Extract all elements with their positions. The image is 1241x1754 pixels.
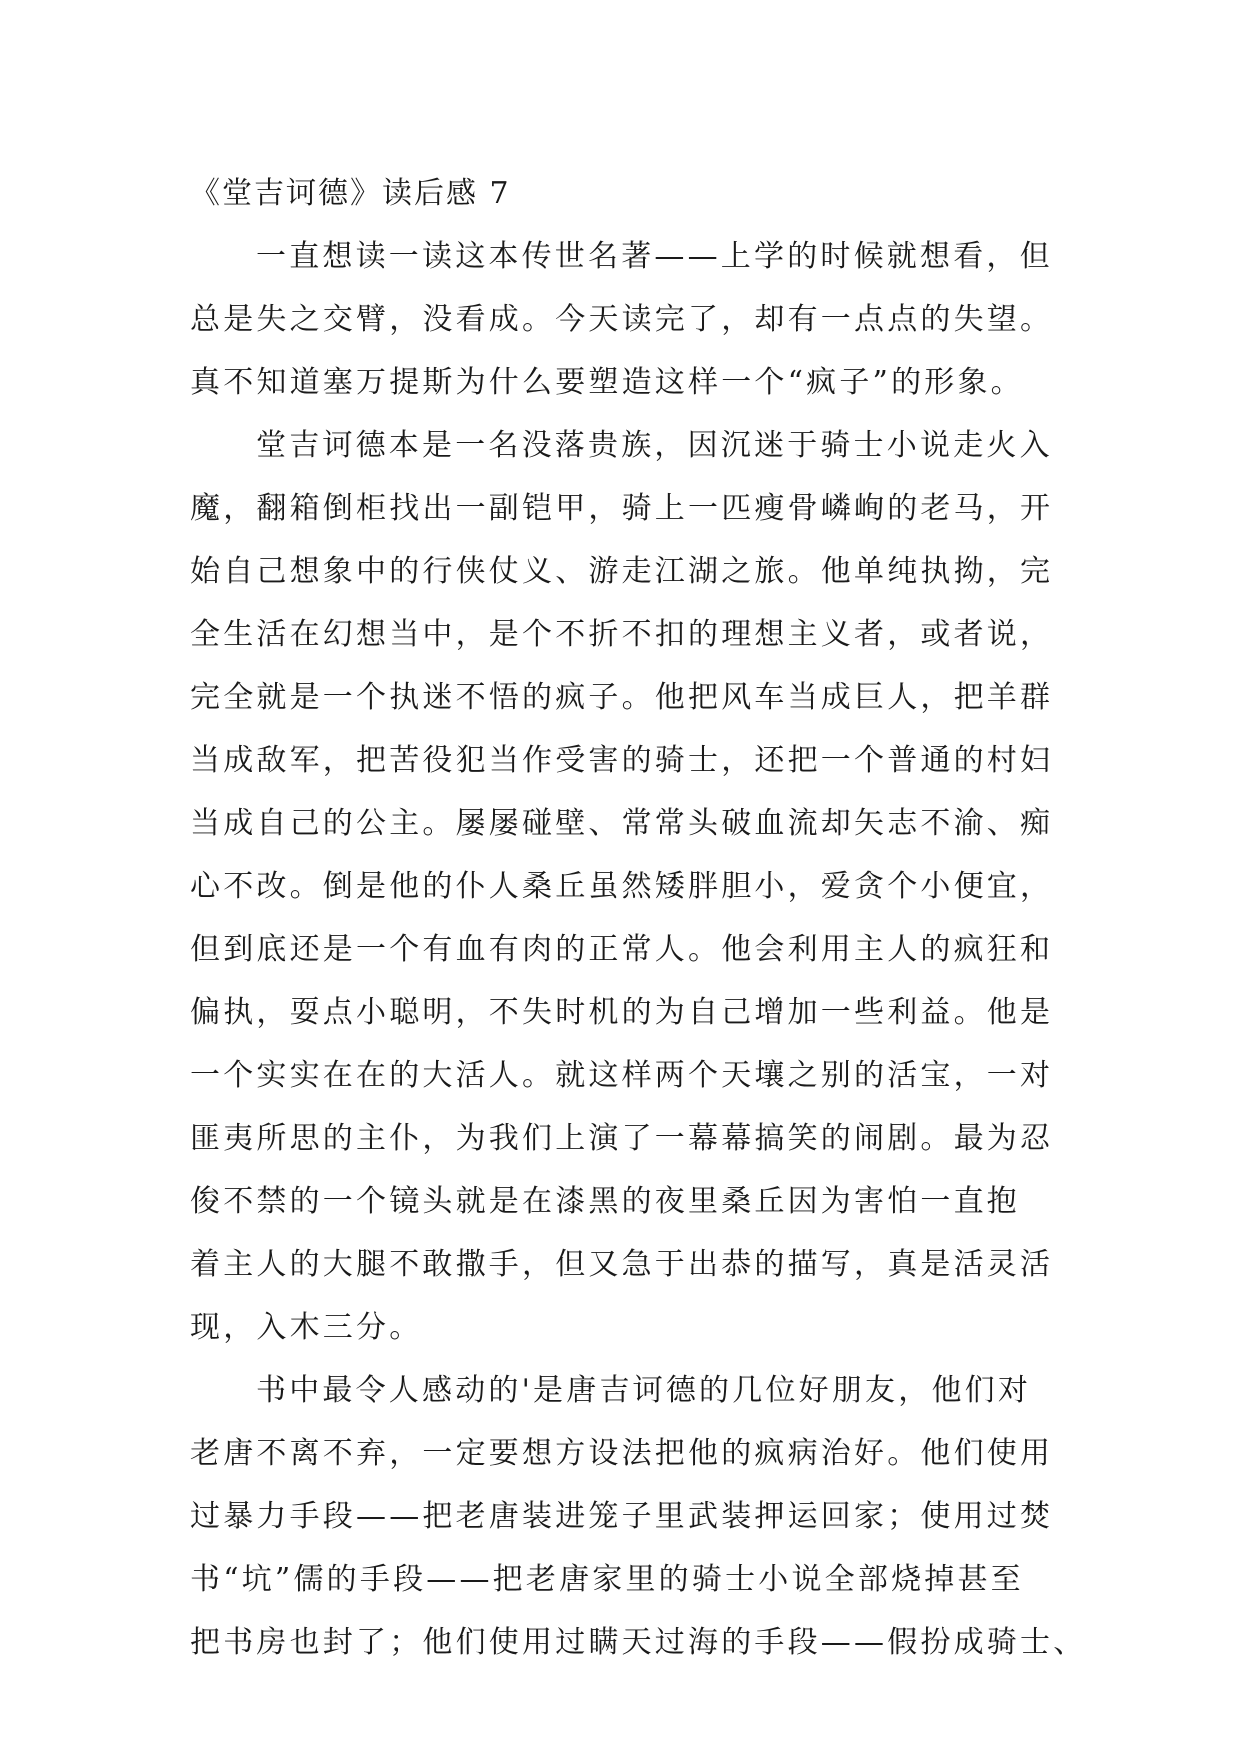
paragraph-1-line-3: 真不知道塞万提斯为什么要塑造这样一个“疯子”的形象。 <box>190 365 1024 400</box>
paragraph-2-line-5: 完全就是一个执迷不悟的疯子。他把风车当成巨人，把羊群 <box>190 680 1054 715</box>
paragraph-3-line-1: 书中最令人感动的'是唐吉诃德的几位好朋友，他们对 <box>256 1373 1032 1408</box>
document-title: 《堂吉诃德》读后感 7 <box>190 176 511 211</box>
paragraph-3-line-3: 过暴力手段——把老唐装进笼子里武装押运回家；使用过焚 <box>190 1499 1054 1534</box>
paragraph-2-line-10: 偏执，耍点小聪明，不失时机的为自己增加一些利益。他是 <box>190 995 1054 1030</box>
paragraph-1-line-1: 一直想读一读这本传世名著——上学的时候就想看，但 <box>256 239 1053 274</box>
paragraph-3-line-5: 把书房也封了；他们使用过瞒天过海的手段——假扮成骑士、 <box>190 1625 1087 1660</box>
paragraph-2-line-2: 魔，翻箱倒柜找出一副铠甲，骑上一匹瘦骨嶙峋的老马，开 <box>190 491 1054 526</box>
paragraph-2-line-4: 全生活在幻想当中，是个不折不扣的理想主义者，或者说， <box>190 617 1054 652</box>
paragraph-2-line-3: 始自己想象中的行侠仗义、游走江湖之旅。他单纯执拗，完 <box>190 554 1054 589</box>
paragraph-2-line-13: 俊不禁的一个镜头就是在漆黑的夜里桑丘因为害怕一直抱 <box>190 1184 1020 1219</box>
paragraph-2-line-15: 现，入木三分。 <box>190 1310 423 1345</box>
paragraph-2-line-9: 但到底还是一个有血有肉的正常人。他会利用主人的疯狂和 <box>190 932 1054 967</box>
paragraph-2-line-14: 着主人的大腿不敢撒手，但又急于出恭的描写，真是活灵活 <box>190 1247 1054 1282</box>
paragraph-2-line-11: 一个实实在在的大活人。就这样两个天壤之别的活宝，一对 <box>190 1058 1054 1093</box>
paragraph-2-line-6: 当成敌军，把苦役犯当作受害的骑士，还把一个普通的村妇 <box>190 743 1054 778</box>
paragraph-2-line-7: 当成自己的公主。屡屡碰壁、常常头破血流却矢志不渝、痴 <box>190 806 1054 841</box>
paragraph-3-line-2: 老唐不离不弃，一定要想方设法把他的疯病治好。他们使用 <box>190 1436 1054 1471</box>
paragraph-2-line-8: 心不改。倒是他的仆人桑丘虽然矮胖胆小，爱贪个小便宜， <box>190 869 1054 904</box>
paragraph-2-line-12: 匪夷所思的主仆，为我们上演了一幕幕搞笑的闹剧。最为忍 <box>190 1121 1054 1156</box>
paragraph-3-line-4: 书“坑”儒的手段——把老唐家里的骑士小说全部烧掉甚至 <box>190 1562 1024 1597</box>
document-body <box>190 162 1087 1674</box>
paragraph-1-line-2: 总是失之交臂，没看成。今天读完了，却有一点点的失望。 <box>190 302 1054 337</box>
paragraph-2-line-1: 堂吉诃德本是一名没落贵族，因沉迷于骑士小说走火入 <box>256 428 1053 463</box>
